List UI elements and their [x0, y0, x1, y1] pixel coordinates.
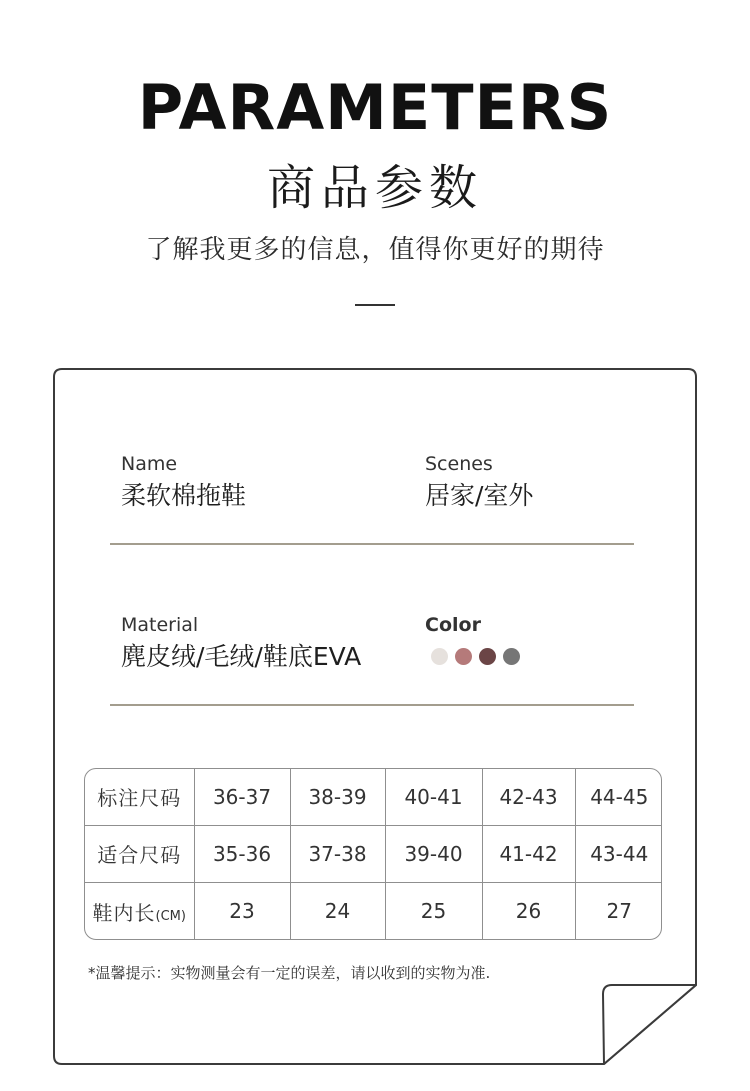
name-value: 柔软棉拖鞋: [121, 481, 247, 510]
table-cell: 39-40: [385, 825, 482, 882]
params-divider-2: [110, 704, 634, 706]
name-label: Name: [121, 453, 178, 475]
size-table: [84, 768, 662, 940]
table-cell: 26: [482, 883, 575, 939]
table-cell: 41-42: [482, 825, 575, 882]
row-header: 适合尺码: [85, 825, 194, 882]
table-cell: 44-45: [575, 769, 662, 825]
table-cell: 25: [385, 883, 482, 939]
card-page-curl: [603, 985, 696, 1064]
row-header: 标注尺码: [85, 769, 194, 825]
color-label: Color: [425, 614, 481, 636]
table-cell: 37-38: [290, 825, 385, 882]
table-cell: 42-43: [482, 769, 575, 825]
table-cell: 40-41: [385, 769, 482, 825]
disclaimer-note: *温馨提示：实物测量会有一定的误差，请以收到的实物为准.: [88, 964, 491, 982]
scenes-label: Scenes: [425, 453, 493, 475]
page-title-cn: 商品参数: [266, 160, 483, 216]
page-title-en: PARAMETERS: [137, 71, 613, 144]
params-divider-1: [110, 543, 634, 545]
table-cell: 38-39: [290, 769, 385, 825]
scenes-value: 居家/室外: [425, 481, 534, 510]
row-header: 鞋内长(CM): [85, 883, 194, 939]
color-swatch-rose: [455, 648, 472, 665]
color-swatches: [431, 648, 520, 665]
table-row-inner-length: [85, 883, 662, 939]
table-row-labeled-size: [85, 769, 662, 825]
color-swatch-gray: [503, 648, 520, 665]
material-label: Material: [121, 614, 199, 636]
table-cell: 27: [606, 899, 632, 924]
table-cell: 43-44: [575, 825, 662, 882]
material-value: 麂皮绒/毛绒/鞋底EVA: [121, 642, 362, 671]
color-swatch-brown: [479, 648, 496, 665]
table-cell: 35-36: [194, 825, 290, 882]
unit-label: (CM): [155, 908, 186, 924]
table-cell: 36-37: [194, 769, 290, 825]
table-cell: 23: [194, 883, 290, 939]
table-cell: 24: [290, 883, 385, 939]
table-row-fit-size: [85, 825, 662, 882]
page-subtitle: 了解我更多的信息，值得你更好的期待: [145, 235, 605, 265]
color-swatch-cream: [431, 648, 448, 665]
